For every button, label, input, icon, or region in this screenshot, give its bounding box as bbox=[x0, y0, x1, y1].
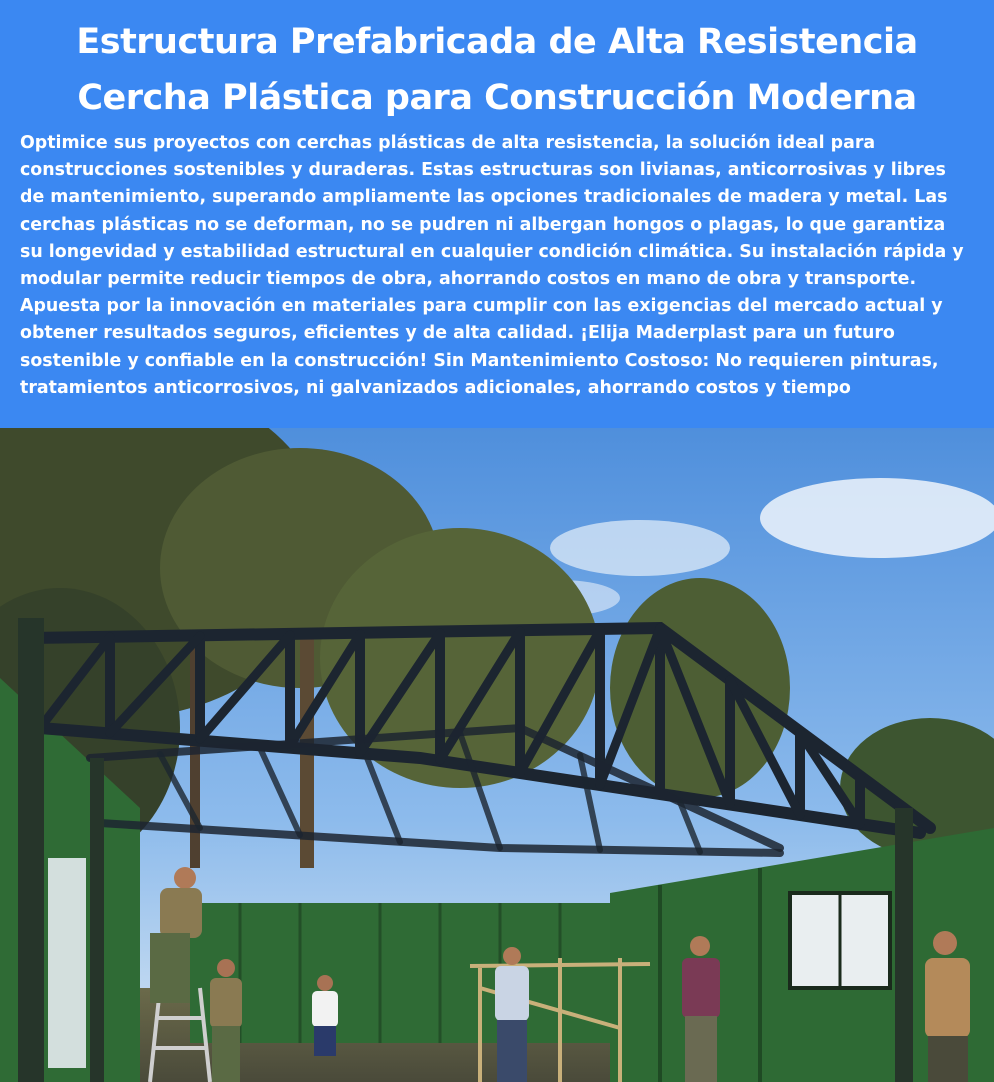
worker bbox=[495, 947, 529, 1082]
description-line: construcciones sostenibles y duraderas. Estas estructuras son livianas, anticorrosivas y libres bbox=[20, 160, 946, 181]
description-line: obtener resultados seguros, eficientes y de alta calidad. ¡Elija Maderplast para un futuro bbox=[20, 323, 895, 344]
cloud bbox=[760, 478, 994, 558]
header-banner bbox=[0, 0, 994, 428]
window bbox=[48, 858, 86, 1068]
description-paragraph bbox=[20, 130, 980, 402]
description-line: Optimice sus proyectos con cerchas plásticas de alta resistencia, la solución ideal para bbox=[20, 133, 876, 153]
page-title: Estructura Prefabricada de Alta Resistencia bbox=[76, 22, 918, 62]
description-line: Apuesta por la innovación en materiales para cumplir con las exigencias del mercado actual y bbox=[20, 296, 943, 317]
description-line: su longevidad y estabilidad estructural en cualquier condición climática. Su instalación rápida y bbox=[20, 241, 964, 262]
construction-photo bbox=[0, 428, 994, 1082]
page-subtitle: Cercha Plástica para Construcción Moderna bbox=[77, 78, 917, 118]
description-line: tratamientos anticorrosivos, ni galvanizados adicionales, ahorrando costos y tiempo bbox=[20, 377, 851, 398]
description-line: modular permite reducir tiempos de obra, ahorrando costos en mano de obra y transporte. bbox=[20, 269, 917, 290]
description-line: de mantenimiento, superando ampliamente las opciones tradicionales de madera y metal. Las bbox=[20, 187, 948, 208]
description-line: cerchas plásticas no se deforman, no se pudren ni albergan hongos o plagas, lo que garantiza bbox=[20, 214, 946, 235]
cloud bbox=[550, 520, 730, 576]
description-line: sostenible y confiable en la construcción! Sin Mantenimiento Costoso: No requieren pinturas, bbox=[20, 350, 939, 371]
construction-illustration bbox=[0, 428, 994, 1082]
